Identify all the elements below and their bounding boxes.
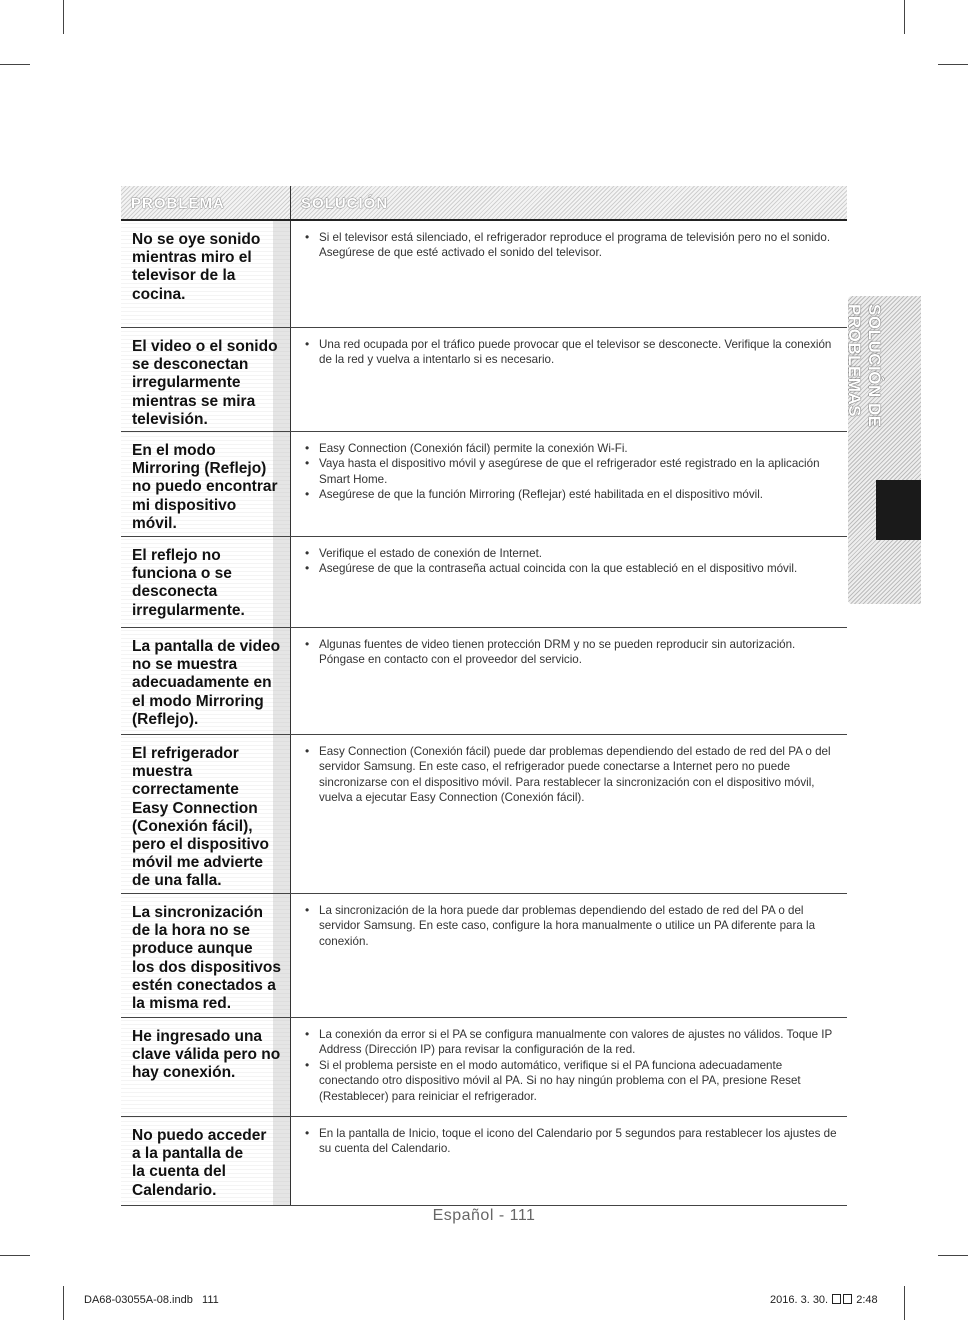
problem-text: No puedo acceder a la pantalla de la cuenta del Calendario.	[132, 1127, 267, 1199]
table-row	[121, 628, 847, 735]
troubleshooting-table	[121, 186, 847, 1206]
solution-item: • La conexión da error si el PA se configura manualmente con valores de ajustes no válidos. Toque IP Address (Dirección IP) para revisar la configuración de la red.	[305, 1027, 839, 1058]
solution-item: • Easy Connection (Conexión fácil) puede dar problemas dependiendo del estado de red del PA o del servidor Samsung. En este caso, el refrigerador puede conectarse a Internet pero no puede sincronizarse con el dispositivo móvil. Para restablecer la sincronización con el dispositivo móvil, vuelva a ejecutar Easy Connection (Conexión fácil).	[305, 744, 839, 806]
solution-list	[305, 337, 839, 368]
print-info-timestamp	[770, 1294, 878, 1306]
header-solution: SOLUCIÓN	[301, 195, 389, 212]
problem-cell	[121, 735, 291, 893]
print-info-file-text: DA68-03055A-08.indb 111	[84, 1294, 219, 1306]
problem-cell	[121, 432, 291, 536]
solution-cell	[291, 221, 847, 327]
crop-mark	[904, 1286, 905, 1320]
problem-text: No se oye sonido mientras miro el televisor de la cocina.	[132, 231, 261, 303]
problem-text: El reflejo no funciona o se desconecta irregularmente.	[132, 547, 245, 619]
problem-text: En el modo Mirroring (Reflejo) no puedo encontrar mi dispositivo móvil.	[132, 442, 278, 532]
solution-cell	[291, 1117, 847, 1205]
table-row	[121, 537, 847, 628]
solution-item: • Asegúrese de que la función Mirroring (Reflejar) esté habilitada en el dispositivo móvil.	[305, 487, 839, 502]
solution-cell	[291, 735, 847, 893]
solution-item: • Si el problema persiste en el modo automático, verifique si el PA funciona adecuadamente conectando otro dispositivo móvil al PA. Si no hay ningún problema con el PA, presione Reset (Restablecer) para reiniciar el refrigerador.	[305, 1058, 839, 1104]
page-number: Español - 111	[432, 1207, 536, 1224]
solution-item: • Verifique el estado de conexión de Internet.	[305, 546, 839, 561]
table-row	[121, 221, 847, 328]
table-row	[121, 1018, 847, 1117]
side-tab-marker	[876, 480, 921, 540]
print-box-icon	[843, 1294, 852, 1304]
solution-cell	[291, 328, 847, 431]
table-row	[121, 894, 847, 1018]
problem-text: La sincronización de la hora no se produce aunque los dos dispositivos estén conectados a la misma red.	[132, 904, 281, 1013]
crop-mark	[904, 0, 905, 34]
table-row	[121, 432, 847, 537]
solution-item: • Una red ocupada por el tráfico puede provocar que el televisor se desconecte. Verifique la conexión de la red y vuelva a intentarlo si es necesario.	[305, 337, 839, 368]
solution-list	[305, 546, 839, 577]
crop-mark	[938, 64, 968, 65]
solution-list	[305, 1126, 839, 1157]
solution-list	[305, 744, 839, 806]
solution-cell	[291, 432, 847, 536]
table-row	[121, 328, 847, 432]
problem-text: La pantalla de video no se muestra adecuadamente en el modo Mirroring (Reflejo).	[132, 638, 281, 728]
problem-text: He ingresado una clave válida pero no hay conexión.	[132, 1028, 281, 1082]
crop-mark	[0, 1255, 30, 1256]
print-info-file	[84, 1294, 219, 1306]
solution-cell	[291, 628, 847, 734]
solution-cell	[291, 537, 847, 627]
problem-cell	[121, 328, 291, 431]
problem-cell	[121, 894, 291, 1017]
print-info-date: 2016. 3. 30.	[770, 1294, 829, 1306]
crop-mark	[63, 0, 64, 34]
problem-cell	[121, 537, 291, 627]
solution-list	[305, 903, 839, 949]
problem-text: El video o el sonido se desconectan irregularmente mientras se mira televisión.	[132, 338, 278, 428]
solution-item: • Vaya hasta el dispositivo móvil y asegúrese de que el refrigerador esté registrado en la aplicación Smart Home.	[305, 456, 839, 487]
problem-cell	[121, 1018, 291, 1116]
solution-item: • Algunas fuentes de video tienen protección DRM y no se pueden reproducir sin autorización. Póngase en contacto con el proveedor del servicio.	[305, 637, 839, 668]
print-info-time: 2:48	[856, 1294, 878, 1306]
solution-list	[305, 230, 839, 261]
problem-cell	[121, 1117, 291, 1205]
table-row	[121, 735, 847, 894]
solution-list	[305, 637, 839, 668]
solution-item: • Asegúrese de que la contraseña actual coincida con la que estableció en el dispositivo móvil.	[305, 561, 839, 576]
side-tab-label: SOLUCIÓN DE PROBLEMAS	[845, 304, 884, 428]
header-problem: PROBLEMA	[121, 186, 291, 219]
crop-mark	[0, 64, 30, 65]
table-header	[121, 186, 847, 221]
solution-cell	[291, 894, 847, 1017]
print-box-icon	[832, 1294, 841, 1304]
table-row	[121, 1117, 847, 1206]
solution-item: • Easy Connection (Conexión fácil) permite la conexión Wi-Fi.	[305, 441, 839, 456]
problem-cell	[121, 221, 291, 327]
solution-list	[305, 441, 839, 503]
crop-mark	[938, 1255, 968, 1256]
solution-list	[305, 1027, 839, 1104]
problem-cell	[121, 628, 291, 734]
solution-item: • En la pantalla de Inicio, toque el icono del Calendario por 5 segundos para restablecer los ajustes de su cuenta del Calendario.	[305, 1126, 839, 1157]
table-body	[121, 221, 847, 1206]
problem-text: El refrigerador muestra correctamente Easy Connection (Conexión fácil), pero el dispositivo móvil me advierte de una falla.	[132, 745, 269, 890]
section-side-tab	[845, 296, 921, 604]
crop-mark	[63, 1286, 64, 1320]
solution-cell	[291, 1018, 847, 1116]
solution-item: • La sincronización de la hora puede dar problemas dependiendo del estado de red del PA o del servidor Samsung. En este caso, configure la hora manualmente o utilice un PA diferente para la conexión.	[305, 903, 839, 949]
solution-item: • Si el televisor está silenciado, el refrigerador reproduce el programa de televisión pero no el sonido. Asegúrese de que esté activado el sonido del televisor.	[305, 230, 839, 261]
